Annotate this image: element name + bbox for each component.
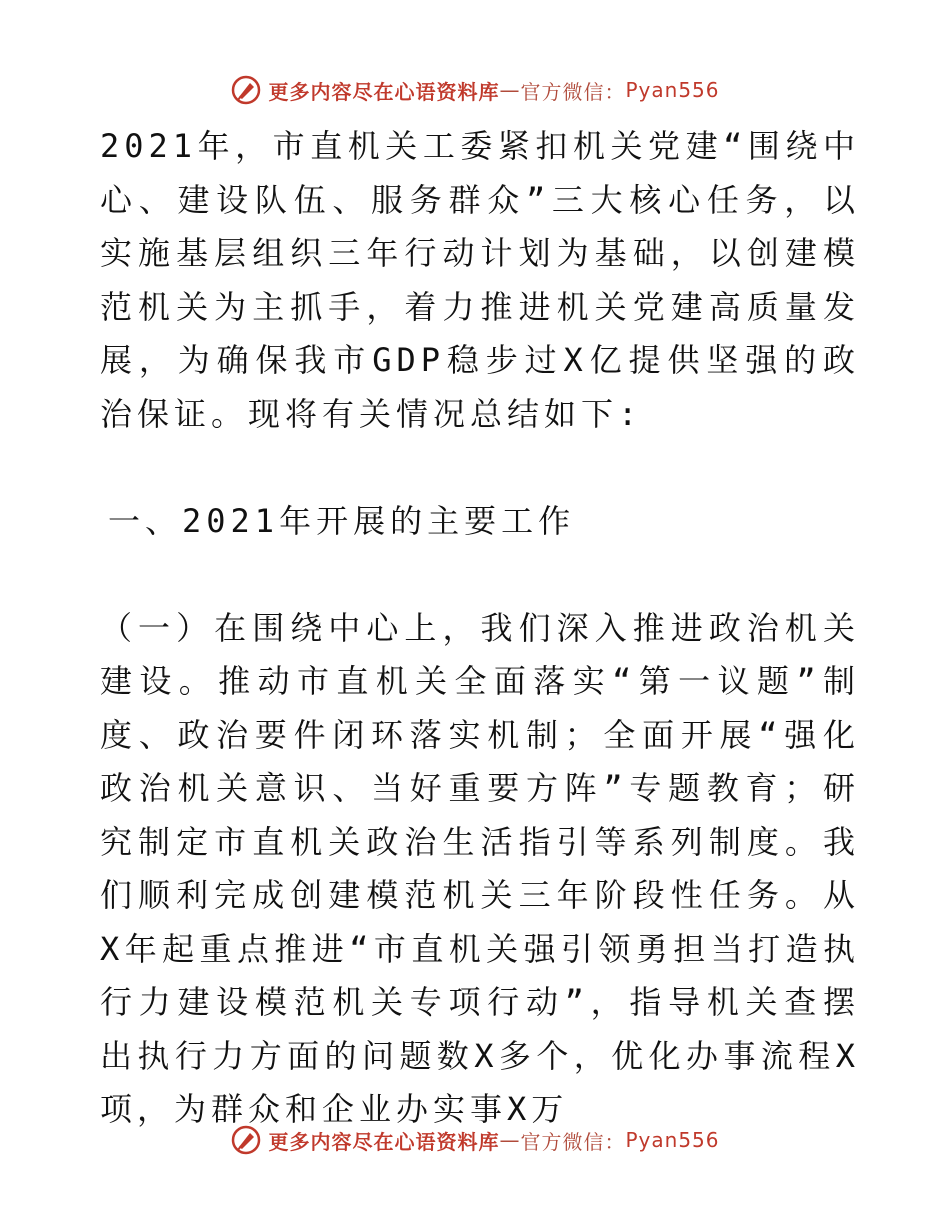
body-paragraph: （一）在围绕中心上，我们深入推进政治机关建设。推动市直机关全面落实“第一议题”制度、政治要件闭环落实机制；全面开展“强化政治机关意识、当好重要方阵”专题教育；研究制定市直机关政治生活指引等系列制度。我们顺利完成创建模范机关三年阶段性任务。从X年起重点推进“市直机关强引领勇担当打造执行力建设模范机关专项行动”，指导机关查摆出执行力方面的问题数X多个，优化办事流程X项，为群众和企业办实事X万 — [100, 608, 860, 1128]
pen-nib-logo-icon — [230, 74, 262, 106]
paragraph-spacer — [100, 548, 860, 602]
watermark-separator: — — [499, 1128, 521, 1152]
document-body — [100, 120, 860, 1137]
watermark-brand: 更多内容尽在心语资料库 — [268, 79, 500, 104]
footer-watermark — [0, 1120, 950, 1160]
watermark-official-label: 官方微信： — [520, 79, 626, 104]
pen-nib-logo-icon — [230, 1124, 262, 1156]
watermark-official-label: 官方微信： — [520, 1129, 626, 1154]
intro-paragraph: 2021年，市直机关工委紧扣机关党建“围绕中心、建设队伍、服务群众”三大核心任务，以实施基层组织三年行动计划为基础，以创建模范机关为主抓手，着力推进机关党建高质量发展，为确保我市GDP稳步过X亿提供坚强的政治保证。现将有关情况总结如下: — [100, 127, 860, 433]
watermark-separator: — — [499, 78, 521, 102]
watermark-wechat-id: Pyan556 — [625, 1128, 720, 1152]
paragraph-spacer — [100, 441, 860, 495]
watermark-brand: 更多内容尽在心语资料库 — [268, 1129, 500, 1154]
watermark-wechat-id: Pyan556 — [625, 78, 720, 102]
header-watermark — [0, 70, 950, 110]
section-heading: 一、2021年开展的主要工作 — [108, 501, 576, 540]
